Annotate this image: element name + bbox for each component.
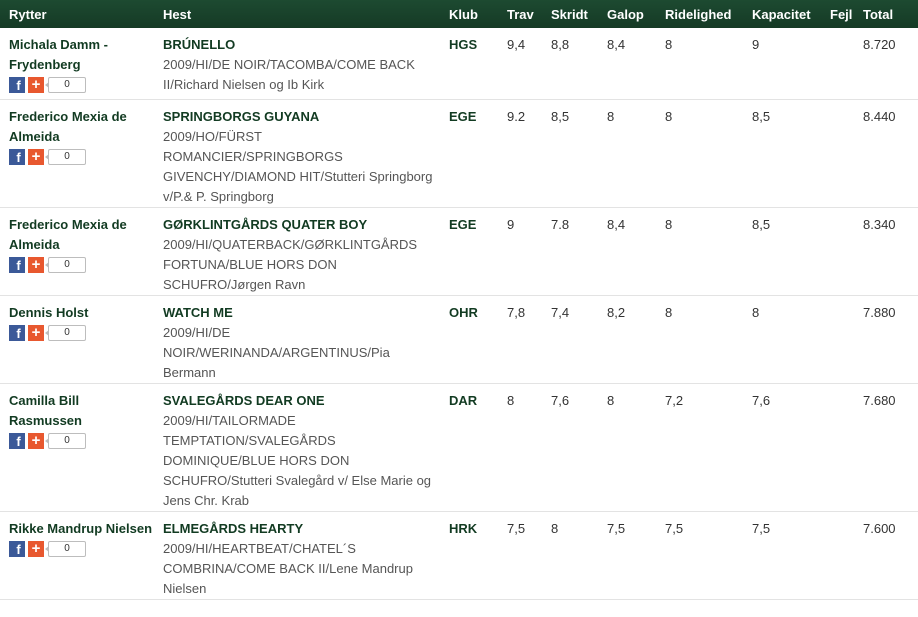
share-count: 0 <box>48 257 86 273</box>
club-code: OHR <box>449 305 478 320</box>
total-score: 7.600 <box>863 512 918 600</box>
table-row <box>0 208 918 296</box>
club-cell <box>440 100 498 208</box>
col-header-trav[interactable]: Trav <box>498 0 542 28</box>
facebook-share-icon[interactable]: f <box>9 433 25 449</box>
rider-name[interactable]: Frederico Mexia de Almeida <box>9 109 127 144</box>
skridt-score: 7,4 <box>542 296 598 384</box>
ridelighed-score: 8 <box>656 28 743 100</box>
trav-score: 9.2 <box>498 100 542 208</box>
horse-name[interactable]: SPRINGBORGS GUYANA <box>163 109 320 124</box>
rider-name[interactable]: Camilla Bill Rasmussen <box>9 393 82 428</box>
horse-name[interactable]: ELMEGÅRDS HEARTY <box>163 521 304 536</box>
share-count: 0 <box>48 325 86 341</box>
table-row <box>0 296 918 384</box>
horse-details: 2009/HI/QUATERBACK/GØRKLINTGÅRDS FORTUNA/BLUE HORS DON SCHUFRO/Jørgen Ravn <box>163 237 418 292</box>
facebook-share-icon[interactable]: f <box>9 325 25 341</box>
add-share-icon[interactable]: + <box>28 257 44 273</box>
fejl-score <box>821 28 863 100</box>
club-cell <box>440 208 498 296</box>
horse-cell <box>154 28 440 100</box>
table-header <box>0 0 918 28</box>
col-header-klub[interactable]: Klub <box>440 0 498 28</box>
club-cell <box>440 28 498 100</box>
col-header-galop[interactable]: Galop <box>598 0 656 28</box>
total-score: 8.440 <box>863 100 918 208</box>
share-widget <box>9 540 154 557</box>
kapacitet-score: 7,5 <box>743 512 821 600</box>
kapacitet-score: 7,6 <box>743 384 821 512</box>
horse-cell <box>154 100 440 208</box>
rider-cell <box>0 512 154 600</box>
total-score: 8.720 <box>863 28 918 100</box>
horse-details: 2009/HO/FÜRST ROMANCIER/SPRINGBORGS GIVENCHY/DIAMOND HIT/Stutteri Springborg v/P.& P. Springborg <box>163 129 433 204</box>
col-header-kapacitet[interactable]: Kapacitet <box>743 0 821 28</box>
total-score: 7.880 <box>863 296 918 384</box>
horse-name[interactable]: GØRKLINTGÅRDS QUATER BOY <box>163 217 368 232</box>
club-code: DAR <box>449 393 478 408</box>
total-score: 8.340 <box>863 208 918 296</box>
skridt-score: 8,8 <box>542 28 598 100</box>
facebook-share-icon[interactable]: f <box>9 149 25 165</box>
col-header-hest[interactable]: Hest <box>154 0 440 28</box>
share-count: 0 <box>48 149 86 165</box>
trav-score: 9 <box>498 208 542 296</box>
ridelighed-score: 8 <box>656 296 743 384</box>
galop-score: 8,4 <box>598 28 656 100</box>
horse-cell <box>154 384 440 512</box>
add-share-icon[interactable]: + <box>28 541 44 557</box>
total-score: 7.680 <box>863 384 918 512</box>
kapacitet-score: 8 <box>743 296 821 384</box>
col-header-fejl[interactable]: Fejl <box>821 0 863 28</box>
trav-score: 7,8 <box>498 296 542 384</box>
col-header-rytter[interactable]: Rytter <box>0 0 154 28</box>
horse-name[interactable]: WATCH ME <box>163 305 233 320</box>
facebook-share-icon[interactable]: f <box>9 541 25 557</box>
club-cell <box>440 384 498 512</box>
club-code: HRK <box>449 521 478 536</box>
ridelighed-score: 7,5 <box>656 512 743 600</box>
ridelighed-score: 7,2 <box>656 384 743 512</box>
horse-cell <box>154 296 440 384</box>
horse-cell <box>154 208 440 296</box>
trav-score: 9,4 <box>498 28 542 100</box>
horse-details: 2009/HI/HEARTBEAT/CHATEL´S COMBRINA/COME BACK II/Lene Mandrup Nielsen <box>163 541 413 596</box>
kapacitet-score: 8,5 <box>743 100 821 208</box>
trav-score: 8 <box>498 384 542 512</box>
table-row <box>0 384 918 512</box>
rider-name[interactable]: Michala Damm - Frydenberg <box>9 37 108 72</box>
skridt-score: 7.8 <box>542 208 598 296</box>
galop-score: 7,5 <box>598 512 656 600</box>
fejl-score <box>821 100 863 208</box>
club-code: EGE <box>449 217 477 232</box>
facebook-share-icon[interactable]: f <box>9 257 25 273</box>
fejl-score <box>821 296 863 384</box>
kapacitet-score: 9 <box>743 28 821 100</box>
skridt-score: 8,5 <box>542 100 598 208</box>
rider-cell <box>0 208 154 296</box>
skridt-score: 7,6 <box>542 384 598 512</box>
galop-score: 8 <box>598 384 656 512</box>
add-share-icon[interactable]: + <box>28 433 44 449</box>
club-cell <box>440 296 498 384</box>
share-count: 0 <box>48 433 86 449</box>
share-widget <box>9 256 154 273</box>
col-header-skridt[interactable]: Skridt <box>542 0 598 28</box>
skridt-score: 8 <box>542 512 598 600</box>
horse-details: 2009/HI/DE NOIR/WERINANDA/ARGENTINUS/Pia Bermann <box>163 325 390 380</box>
table-body <box>0 28 918 600</box>
club-cell <box>440 512 498 600</box>
col-header-total[interactable]: Total <box>863 0 918 28</box>
rider-name[interactable]: Frederico Mexia de Almeida <box>9 217 127 252</box>
rider-name[interactable]: Rikke Mandrup Nielsen <box>9 521 153 536</box>
fejl-score <box>821 208 863 296</box>
table-row <box>0 512 918 600</box>
facebook-share-icon[interactable]: f <box>9 77 25 93</box>
col-header-ridelighed[interactable]: Ridelighed <box>656 0 743 28</box>
add-share-icon[interactable]: + <box>28 149 44 165</box>
rider-cell <box>0 384 154 512</box>
club-code: HGS <box>449 37 478 52</box>
share-count: 0 <box>48 77 86 93</box>
add-share-icon[interactable]: + <box>28 325 44 341</box>
rider-cell <box>0 100 154 208</box>
kapacitet-score: 8,5 <box>743 208 821 296</box>
ridelighed-score: 8 <box>656 100 743 208</box>
share-widget <box>9 76 154 93</box>
rider-cell <box>0 28 154 100</box>
add-share-icon[interactable]: + <box>28 77 44 93</box>
fejl-score <box>821 512 863 600</box>
rider-cell <box>0 296 154 384</box>
share-widget <box>9 324 154 341</box>
horse-cell <box>154 512 440 600</box>
fejl-score <box>821 384 863 512</box>
share-widget <box>9 432 154 449</box>
horse-name[interactable]: BRÚNELLO <box>163 37 236 52</box>
horse-details: 2009/HI/TAILORMADE TEMPTATION/SVALEGÅRDS DOMINIQUE/BLUE HORS DON SCHUFRO/Stutteri Svalegård v/ Else Marie og Jens Chr. Krab <box>163 413 432 508</box>
trav-score: 7,5 <box>498 512 542 600</box>
club-code: EGE <box>449 109 477 124</box>
rider-name[interactable]: Dennis Holst <box>9 305 89 320</box>
table-row <box>0 28 918 100</box>
share-widget <box>9 148 154 165</box>
galop-score: 8 <box>598 100 656 208</box>
table-row <box>0 100 918 208</box>
ridelighed-score: 8 <box>656 208 743 296</box>
galop-score: 8,2 <box>598 296 656 384</box>
horse-name[interactable]: SVALEGÅRDS DEAR ONE <box>163 393 325 408</box>
horse-details: 2009/HI/DE NOIR/TACOMBA/COME BACK II/Richard Nielsen og Ib Kirk <box>163 57 415 92</box>
galop-score: 8,4 <box>598 208 656 296</box>
share-count: 0 <box>48 541 86 557</box>
